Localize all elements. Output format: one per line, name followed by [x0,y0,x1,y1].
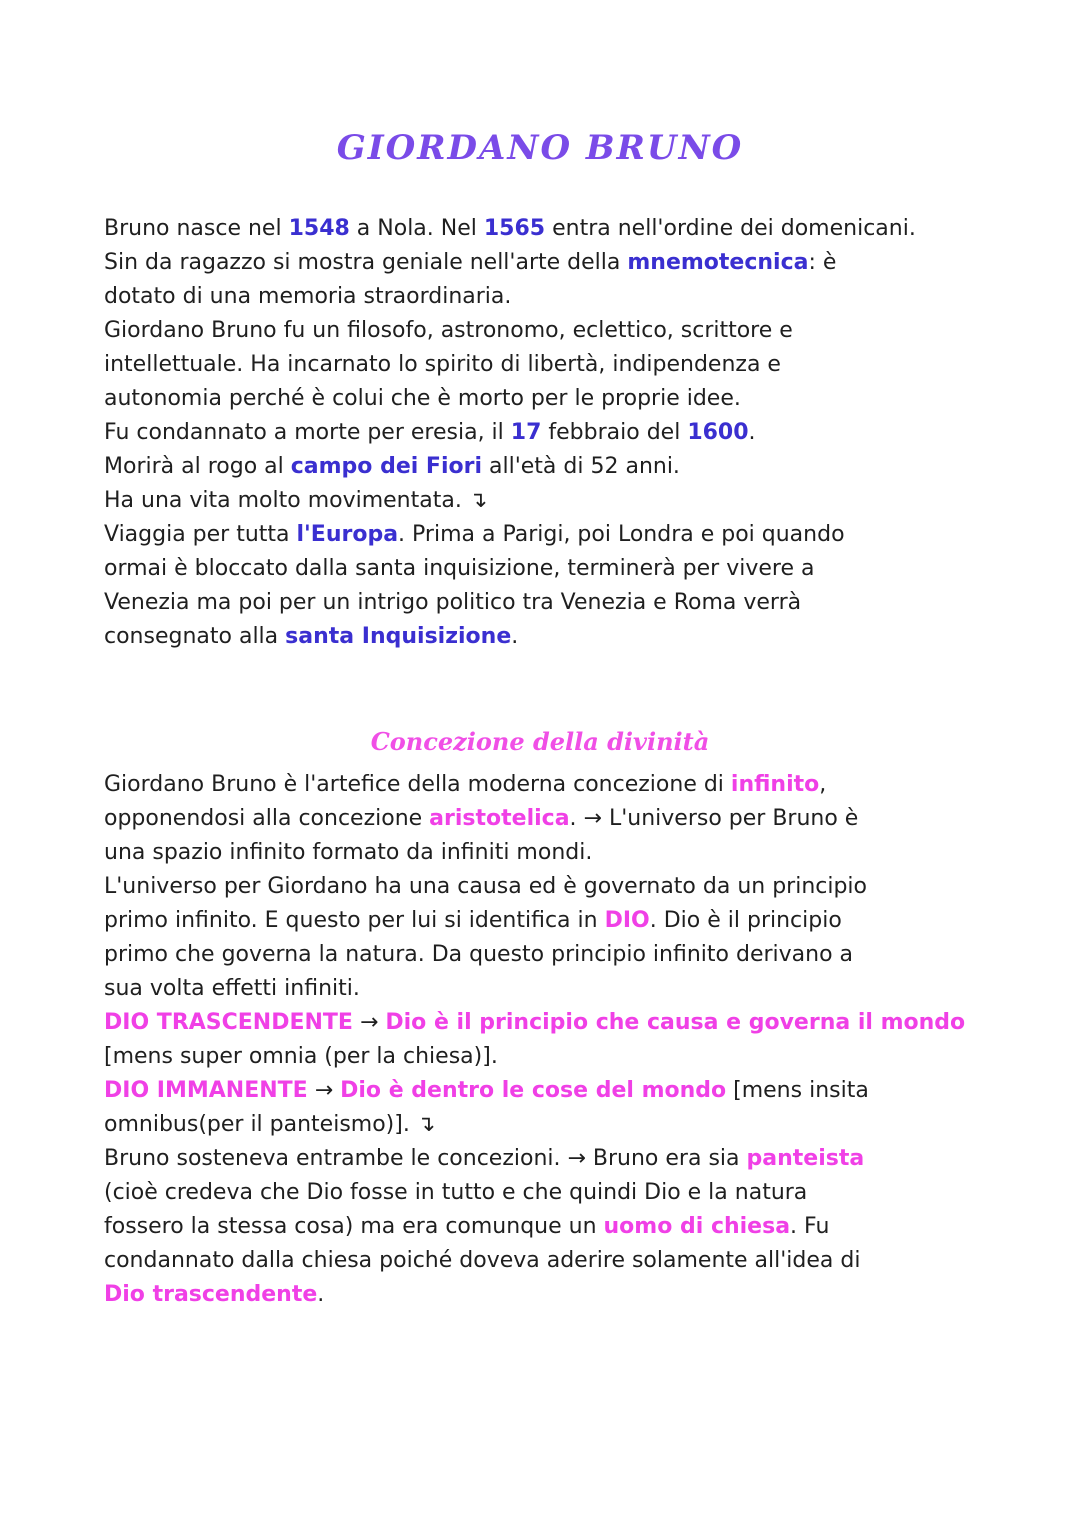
highlighted-text: infinito [730,772,820,797]
highlighted-text: l'Europa [296,522,399,547]
divinity-section [104,768,984,1312]
text-line [104,1040,984,1074]
text-segment: L'universo per Giordano ha una causa ed è governato da un principio [104,874,868,899]
highlighted-text: 17 [510,420,542,445]
section-heading-divinity: Concezione della divinità [370,727,710,756]
text-line [104,348,984,382]
highlighted-text: DIO IMMANENTE [104,1078,308,1103]
text-segment: . [748,420,756,445]
text-segment: Viaggia per tutta [104,522,297,547]
text-line [104,620,984,654]
text-segment: consegnato alla [104,624,286,649]
text-segment: ormai è bloccato dalla santa inquisizione, terminerà per vivere a [104,556,815,581]
text-line [104,904,984,938]
text-line [104,552,984,586]
text-line [104,938,984,972]
text-segment: omnibus(per il panteismo)]. ↴ [104,1112,436,1137]
text-segment: → [352,1010,386,1035]
text-line [104,836,984,870]
text-line [104,768,984,802]
text-line [104,212,984,246]
text-line [104,1074,984,1108]
text-segment: [mens insita [726,1078,869,1103]
text-line [104,1006,984,1040]
text-line [104,802,984,836]
text-segment: Ha una vita molto movimentata. ↴ [104,488,488,513]
text-segment: primo infinito. E questo per lui si identifica in [104,908,605,933]
text-line [104,586,984,620]
highlighted-text: uomo di chiesa [603,1214,791,1239]
text-segment: Venezia ma poi per un intrigo politico tra Venezia e Roma verrà [104,590,802,615]
text-segment: Morirà al rogo al [104,454,291,479]
text-segment: . Fu [790,1214,830,1239]
text-line [104,1210,984,1244]
text-line [104,972,984,1006]
text-line [104,484,984,518]
text-line [104,1176,984,1210]
text-line [104,1244,984,1278]
text-segment: entra nell'ordine dei domenicani. [545,216,916,241]
text-line [104,280,984,314]
highlighted-text: 1600 [687,420,749,445]
highlighted-text: DIO [604,908,650,933]
text-line [104,450,984,484]
highlighted-text: 1565 [483,216,546,241]
text-segment: Sin da ragazzo si mostra geniale nell'arte della [104,250,628,275]
text-segment: Giordano Bruno è l'artefice della moderna concezione di [104,772,731,797]
page-title: GIORDANO BRUNO [336,128,744,168]
text-line [104,518,984,552]
text-segment: . Dio è il principio [649,908,842,933]
text-line [104,246,984,280]
text-segment: a Nola. Nel [349,216,484,241]
text-segment: → [307,1078,341,1103]
highlighted-text: Dio trascendente [104,1282,318,1307]
highlighted-text: Dio è il principio che causa e governa il mondo [385,1010,966,1035]
text-segment: una spazio infinito formato da infiniti mondi. [104,840,593,865]
highlighted-text: panteista [746,1146,865,1171]
highlighted-text: aristotelica [429,806,570,831]
text-segment: , [819,772,827,797]
text-line [104,1108,984,1142]
text-line [104,1278,984,1312]
text-segment: dotato di una memoria straordinaria. [104,284,512,309]
text-segment: sua volta effetti infiniti. [104,976,360,1001]
biography-section [104,212,984,654]
text-segment: intellettuale. Ha incarnato lo spirito di libertà, indipendenza e [104,352,781,377]
text-line [104,1142,984,1176]
text-segment: condannato dalla chiesa poiché doveva aderire solamente all'idea di [104,1248,861,1273]
text-segment: . Prima a Parigi, poi Londra e poi quando [398,522,845,547]
text-line [104,382,984,416]
text-segment: . [317,1282,325,1307]
text-segment: all'età di 52 anni. [482,454,680,479]
text-segment: Bruno sosteneva entrambe le concezioni. → Bruno era sia [104,1146,747,1171]
text-segment: Fu condannato a morte per eresia, il [104,420,511,445]
text-segment: (cioè credeva che Dio fosse in tutto e che quindi Dio e la natura [104,1180,808,1205]
highlighted-text: campo dei Fiori [290,454,483,479]
text-segment: Bruno nasce nel [104,216,289,241]
text-segment: : è [808,250,837,275]
highlighted-text: santa Inquisizione [285,624,512,649]
text-segment: [mens super omnia (per la chiesa)]. [104,1044,498,1069]
highlighted-text: Dio è dentro le cose del mondo [340,1078,727,1103]
text-segment: . → L'universo per Bruno è [569,806,859,831]
highlighted-text: 1548 [288,216,350,241]
text-segment: opponendosi alla concezione [104,806,430,831]
text-segment: febbraio del [541,420,688,445]
text-line [104,416,984,450]
text-segment: fossero la stessa cosa) ma era comunque un [104,1214,604,1239]
text-segment: Giordano Bruno fu un filosofo, astronomo, eclettico, scrittore e [104,318,793,343]
text-line [104,870,984,904]
text-line [104,314,984,348]
text-segment: primo che governa la natura. Da questo principio infinito derivano a [104,942,854,967]
highlighted-text: mnemotecnica [627,250,809,275]
highlighted-text: DIO TRASCENDENTE [104,1010,353,1035]
text-segment: . [511,624,519,649]
text-segment: autonomia perché è colui che è morto per le proprie idee. [104,386,741,411]
